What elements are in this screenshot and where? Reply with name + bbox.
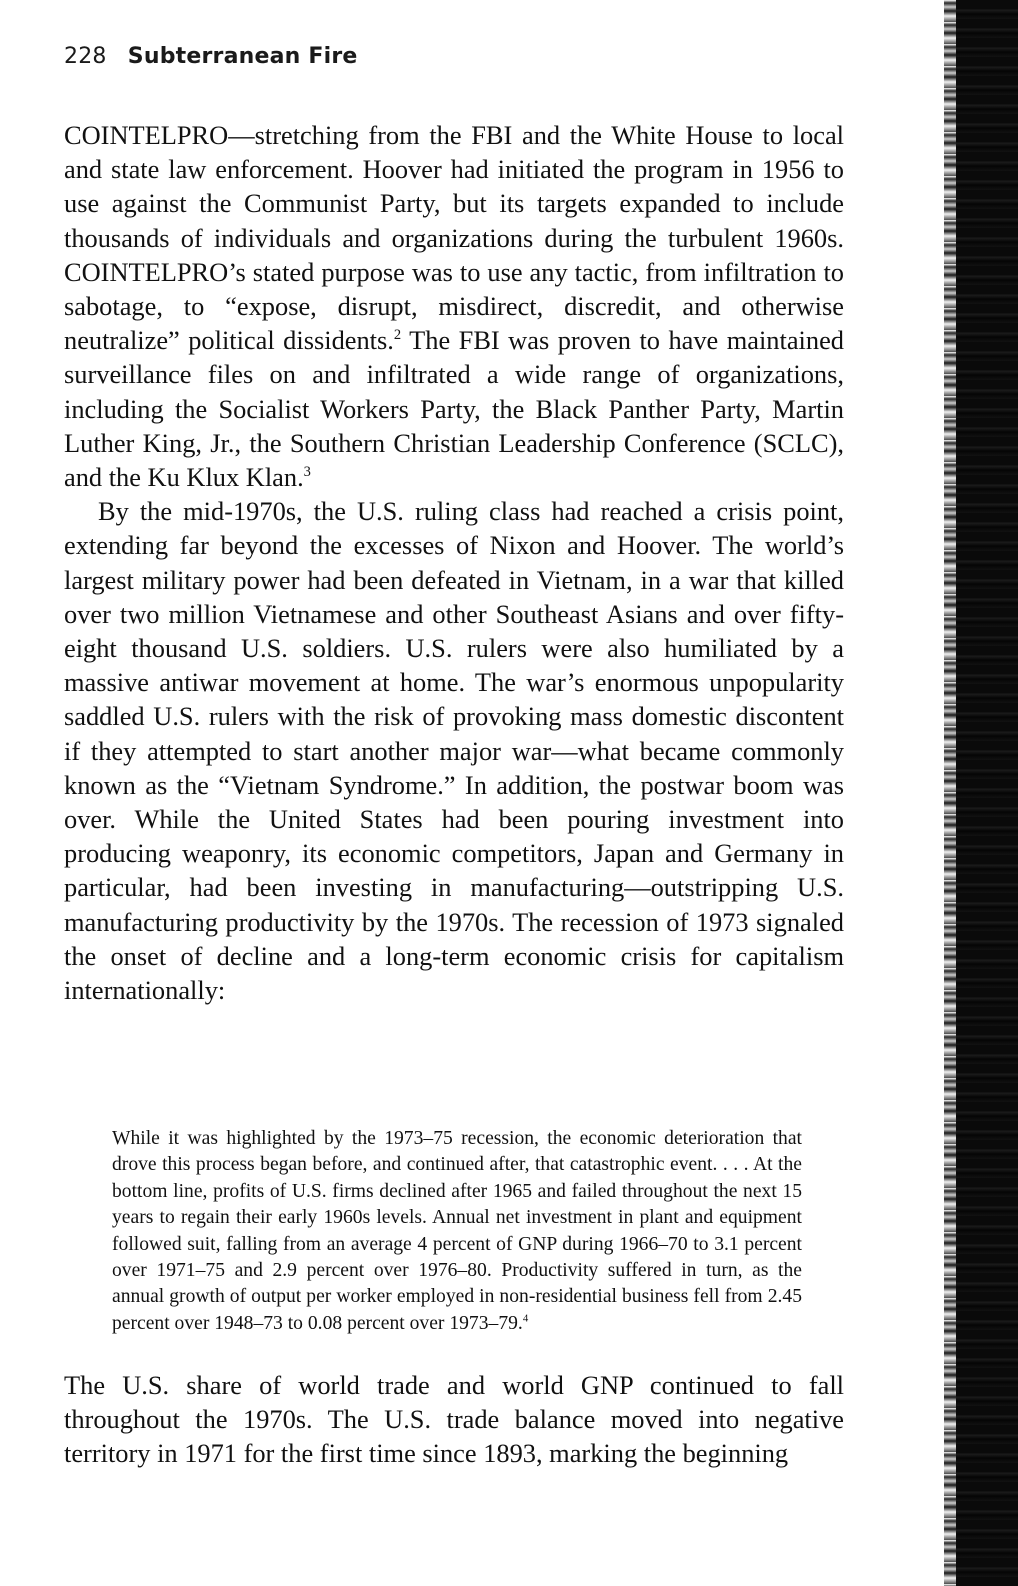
footnote-ref-4: 4 xyxy=(522,1312,529,1325)
footnote-ref-3: 3 xyxy=(303,463,311,480)
closing-text xyxy=(64,1368,844,1471)
footnote-ref-2: 2 xyxy=(393,327,402,344)
paragraph-cointelpro xyxy=(64,118,844,494)
paragraph-crisis: By the mid-1970s, the U.S. ruling class had reached a crisis point, extending far beyond the excesses of Nixon and Hoover. The world’s largest military power had been defeated in Vietnam, in a war that killed over two million Vietnamese and other Southeast Asians and over fifty-eight thousand U.S. soldiers. U.S. rulers were also humiliated by a massive antiwar movement at home. The war’s enormous unpopularity saddled U.S. rulers with the risk of provoking mass domestic discontent if they attempted to start another major war—what became commonly known as the “Vietnam Syndrome.” In addition, the postwar boom was over. While the United States had been pouring investment into producing weaponry, its economic competitors, Japan and Germany in particular, had been investing in manufacturing—outstripping U.S. manufacturing productivity by the 1970s. The recession of 1973 signaled the onset of decline and a long-term economic crisis for capitalism internationally: xyxy=(64,496,844,1006)
paragraph-cointelpro-text-b: The FBI was proven to have maintained surveillance files on and infiltrated a wide range of organizations, including the Socialist Workers Party, the Black Panther Party, Martin Luther King, Jr., the Southern Christian Leadership Conference (SCLC), and the Ku Klux Klan. xyxy=(64,325,844,493)
paragraph-trade: The U.S. share of world trade and world GNP continued to fall throughout the 1970s. The U.S. trade balance moved into negative territory in 1971 for the first time since 1893, marking the beginning xyxy=(64,1370,844,1469)
main-text xyxy=(64,118,844,1007)
block-quote-text: While it was highlighted by the 1973–75 recession, the economic deterioration that drove this process began before, and continued after, that catastrophic event. . . . At the bottom line, profits of U.S. firms declined after 1965 and failed throughout the next 15 years to regain their early 1960s levels. Annual net investment in plant and equipment followed suit, falling from an average 4 percent of GNP during 1966–70 to 3.1 percent over 1971–75 and 2.9 percent over 1976–80. Productivity suffered in turn, as the annual growth of output per worker employed in non-residential business fell from 2.45 percent over 1948–73 to 0.08 percent over 1973–79. xyxy=(112,1128,802,1334)
running-head xyxy=(64,44,358,69)
block-quote xyxy=(112,1126,802,1337)
paragraph-cointelpro-text: COINTELPRO—stretching from the FBI and the White House to local and state law enforcement. Hoover had initiated the program in 1956 to use against the Communist Party, but its targets expanded to include thousands of individuals and organizations during the turbulent 1960s. COINTELPRO’s stated purpose was to use any tactic, from infiltration to sabotage, to “expose, disrupt, misdirect, discredit, and otherwise neutralize” political dissidents. xyxy=(64,120,844,356)
scan-edge xyxy=(956,0,1018,1586)
running-title: Subterranean Fire xyxy=(127,44,358,69)
page-number: 228 xyxy=(64,44,107,69)
